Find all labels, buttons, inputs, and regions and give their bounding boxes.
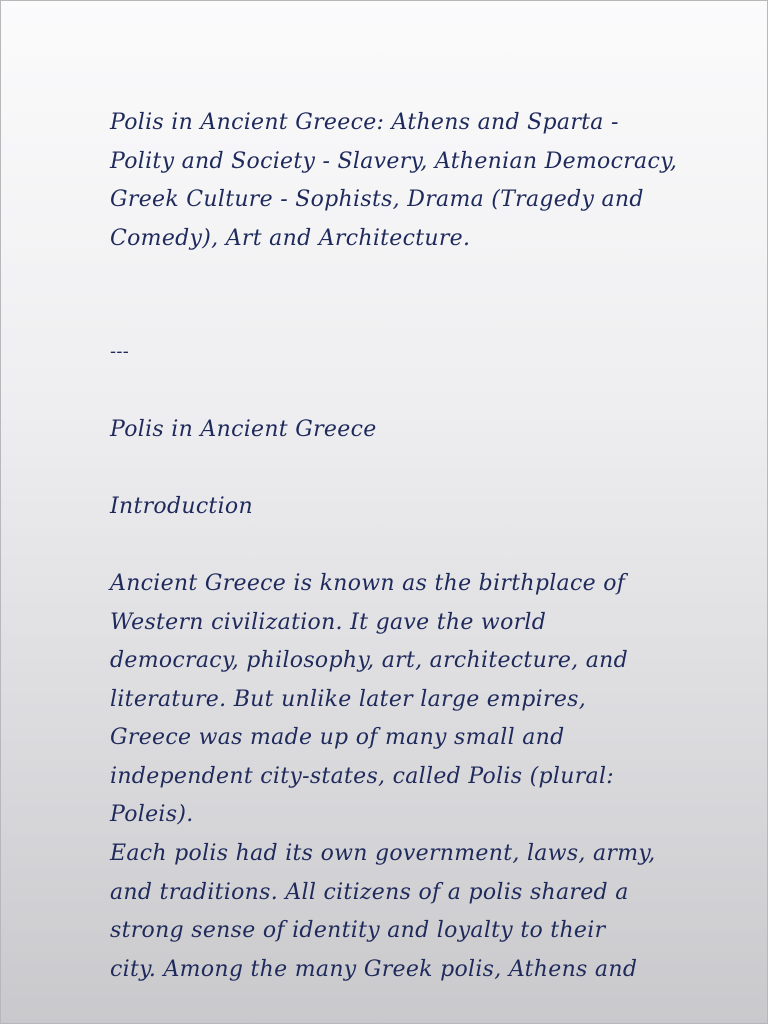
introduction-heading: Introduction <box>110 494 253 519</box>
section-heading: Polis in Ancient Greece <box>110 417 377 442</box>
paragraph-1: Ancient Greece is known as the birthplace of Western civilization. It gave the world democracy, philosophy, art, architecture, and literature. But unlike later large empires, Greece was made up of many small and independent city-states, called Polis (plural: Poleis). <box>110 571 629 827</box>
separator-line: --- <box>110 341 130 362</box>
document-title: Polis in Ancient Greece: Athens and Sparta - Polity and Society - Slavery, Athenian Democracy, Greek Culture - Sophists, Drama (Tragedy and Comedy), Art and Architecture. <box>110 110 678 251</box>
paragraph-2: Each polis had its own government, laws, army, and traditions. All citizens of a polis shared a strong sense of identity and loyalty to their city. Among the many Greek polis, Athens and <box>110 841 656 982</box>
